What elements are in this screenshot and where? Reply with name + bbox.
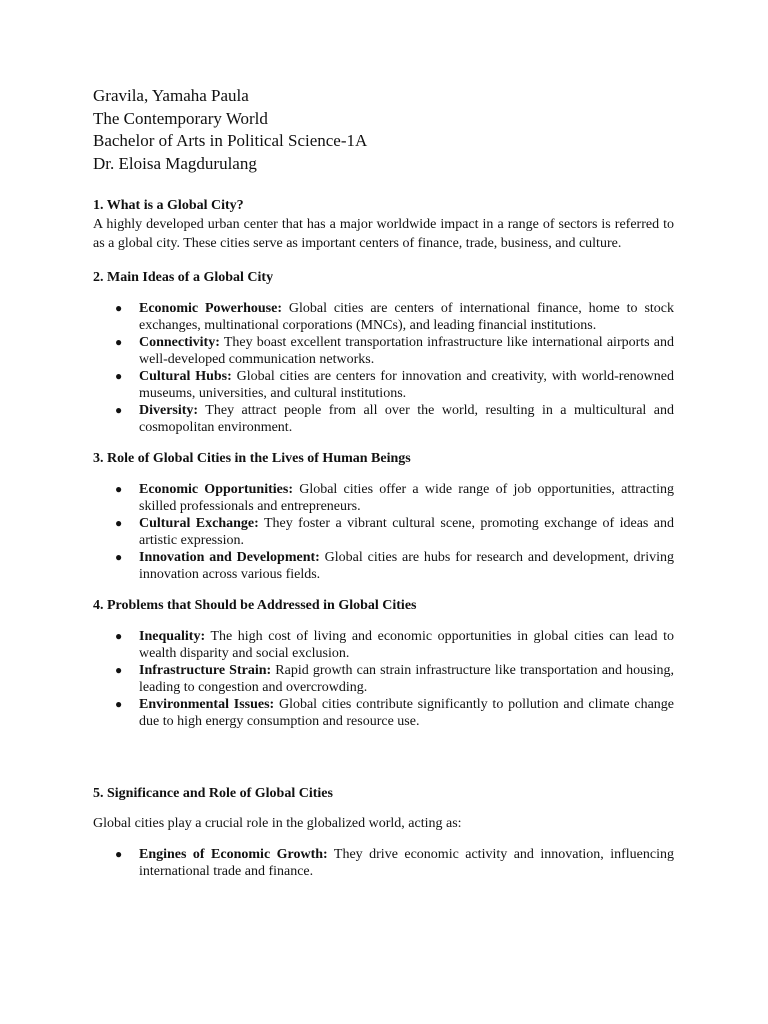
bullet-icon: ● bbox=[115, 847, 123, 861]
section-heading: 2. Main Ideas of a Global City bbox=[93, 270, 274, 285]
bullet-icon: ● bbox=[115, 629, 123, 643]
section-heading: 5. Significance and Role of Global Cities bbox=[93, 786, 333, 801]
list-item bbox=[93, 549, 674, 583]
list-item-term: Connectivity: bbox=[139, 335, 220, 350]
list-item-term: Economic Powerhouse: bbox=[139, 301, 282, 316]
bullet-icon: ● bbox=[115, 301, 123, 315]
list-item bbox=[93, 334, 674, 368]
section-4 bbox=[93, 597, 674, 730]
section-heading: 3. Role of Global Cities in the Lives of Human Beings bbox=[93, 451, 411, 466]
section-2 bbox=[93, 269, 674, 436]
list-item-text: Global cities are centers of international finance, home to stock exchanges, multinational corporations (MNCs), and leading financial institutions. bbox=[139, 301, 674, 333]
list-item-text: They boast excellent transportation infrastructure like international airports and well-developed communication networks. bbox=[139, 335, 674, 367]
list-item-text: They drive economic activity and innovation, influencing international trade and finance. bbox=[139, 847, 674, 879]
bullet-icon: ● bbox=[115, 550, 123, 564]
list-item bbox=[93, 300, 674, 334]
bullet-icon: ● bbox=[115, 697, 123, 711]
list-item bbox=[93, 402, 674, 436]
list-item-term: Innovation and Development: bbox=[139, 550, 320, 565]
bullet-icon: ● bbox=[115, 482, 123, 496]
section-3 bbox=[93, 450, 674, 583]
list-item-text: They foster a vibrant cultural scene, promoting exchange of ideas and artistic expression. bbox=[139, 516, 674, 548]
list-item-text: The high cost of living and economic opportunities in global cities can lead to wealth disparity and social exclusion. bbox=[139, 629, 674, 661]
bullet-list bbox=[93, 481, 674, 583]
list-item-term: Cultural Hubs: bbox=[139, 369, 232, 384]
course-title: The Contemporary World bbox=[93, 108, 268, 128]
section-heading: 1. What is a Global City? bbox=[93, 198, 244, 213]
bullet-icon: ● bbox=[115, 516, 123, 530]
section-heading: 4. Problems that Should be Addressed in Global Cities bbox=[93, 598, 417, 613]
bullet-icon: ● bbox=[115, 369, 123, 383]
degree-program: Bachelor of Arts in Political Science-1A bbox=[93, 131, 368, 150]
bullet-icon: ● bbox=[115, 335, 123, 349]
list-item-term: Cultural Exchange: bbox=[139, 516, 259, 531]
list-item-text: Global cities offer a wide range of job opportunities, attracting skilled professionals and entrepreneurs. bbox=[139, 482, 674, 514]
section-paragraph: Global cities play a crucial role in the globalized world, acting as: bbox=[93, 816, 462, 831]
list-item bbox=[93, 481, 674, 515]
list-item bbox=[93, 662, 674, 696]
list-item bbox=[93, 846, 674, 880]
document-page bbox=[93, 85, 674, 880]
list-item bbox=[93, 515, 674, 549]
bullet-list bbox=[93, 846, 674, 880]
list-item bbox=[93, 628, 674, 662]
list-item bbox=[93, 368, 674, 402]
section-5 bbox=[93, 785, 674, 880]
list-item-term: Infrastructure Strain: bbox=[139, 663, 272, 678]
bullet-list bbox=[93, 300, 674, 436]
list-item-term: Economic Opportunities: bbox=[139, 482, 293, 497]
list-item-text: They attract people from all over the world, resulting in a multicultural and cosmopolitan environment. bbox=[139, 403, 674, 435]
list-item-text: Rapid growth can strain infrastructure like transportation and housing, leading to congestion and overcrowding. bbox=[139, 663, 674, 695]
document-header bbox=[93, 85, 674, 175]
instructor-name: Dr. Eloisa Magdurulang bbox=[93, 153, 257, 173]
list-item-text: Global cities are hubs for research and development, driving innovation across various fields. bbox=[139, 550, 675, 582]
list-item-term: Inequality: bbox=[139, 629, 206, 644]
list-item bbox=[93, 696, 674, 730]
list-item-term: Diversity: bbox=[139, 403, 199, 418]
section-1 bbox=[93, 197, 674, 253]
list-item-text: Global cities are centers for innovation and creativity, with world-renowned museums, universities, and cultural institutions. bbox=[139, 369, 674, 401]
list-item-term: Environmental Issues: bbox=[139, 697, 275, 712]
list-item-text: Global cities contribute significantly to pollution and climate change due to high energy consumption and resource use. bbox=[139, 697, 674, 729]
bullet-icon: ● bbox=[115, 663, 123, 677]
bullet-icon: ● bbox=[115, 403, 123, 417]
bullet-list bbox=[93, 628, 674, 730]
section-paragraph: A highly developed urban center that has a major worldwide impact in a range of sectors is referred to as a global city. These cities serve as important centers of finance, trade, business, and culture. bbox=[93, 217, 674, 251]
list-item-term: Engines of Economic Growth: bbox=[139, 847, 328, 862]
student-name: Gravila, Yamaha Paula bbox=[93, 86, 249, 105]
